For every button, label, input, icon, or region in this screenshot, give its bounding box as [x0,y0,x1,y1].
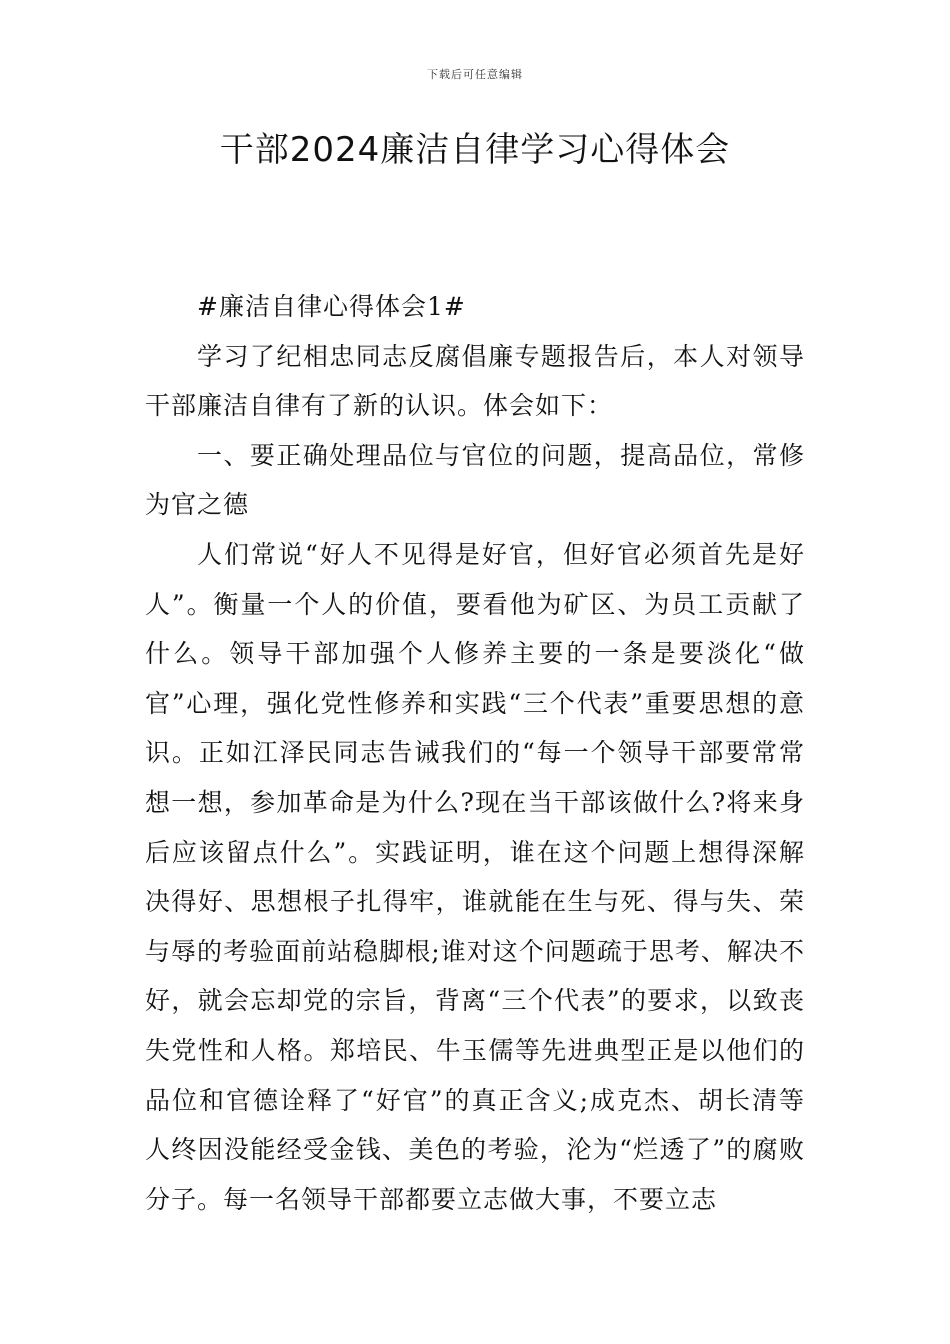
document-body [145,282,805,1224]
paragraph-heading: #廉洁自律心得体会1# [197,292,466,321]
paragraph-section-heading: 一、要正确处理品位与官位的问题，提高品位，常修为官之德 [145,440,805,520]
paragraph: 学习了纪相忠同志反腐倡廉专题报告后，本人对领导干部廉洁自律有了新的认识。体会如下： [145,341,805,421]
document-title: 干部2024廉洁自律学习心得体会 [219,130,731,170]
paragraph: 人们常说“好人不见得是好官，但好官必须首先是好人”。衡量一个人的价值，要看他为矿区、为员工贡献了什么。领导干部加强个人修养主要的一条是要淡化“做官”心理，强化党性修养和实践“三个代表”重要思想的意识。正如江泽民同志告诫我们的“每一个领导干部要常常想一想，参加革命是为什么?现在当干部该做什么?将来身后应该留点什么”。实践证明，谁在这个问题上想得深解决得好、思想根子扎得牢，谁就能在生与死、得与失、荣与辱的考验面前站稳脚根;谁对这个问题疏于思考、解决不好，就会忘却党的宗旨，背离“三个代表”的要求，以致丧失党性和人格。郑培民、牛玉儒等先进典型正是以他们的品位和官德诠释了“好官”的真正含义;成克杰、胡长清等人终因没能经受金钱、美色的考验，沦为“烂透了”的腐败分子。每一名领导干部都要立志做大事，不要立志 [145,539,805,1214]
header-note: 下载后可任意编辑 [427,68,523,81]
